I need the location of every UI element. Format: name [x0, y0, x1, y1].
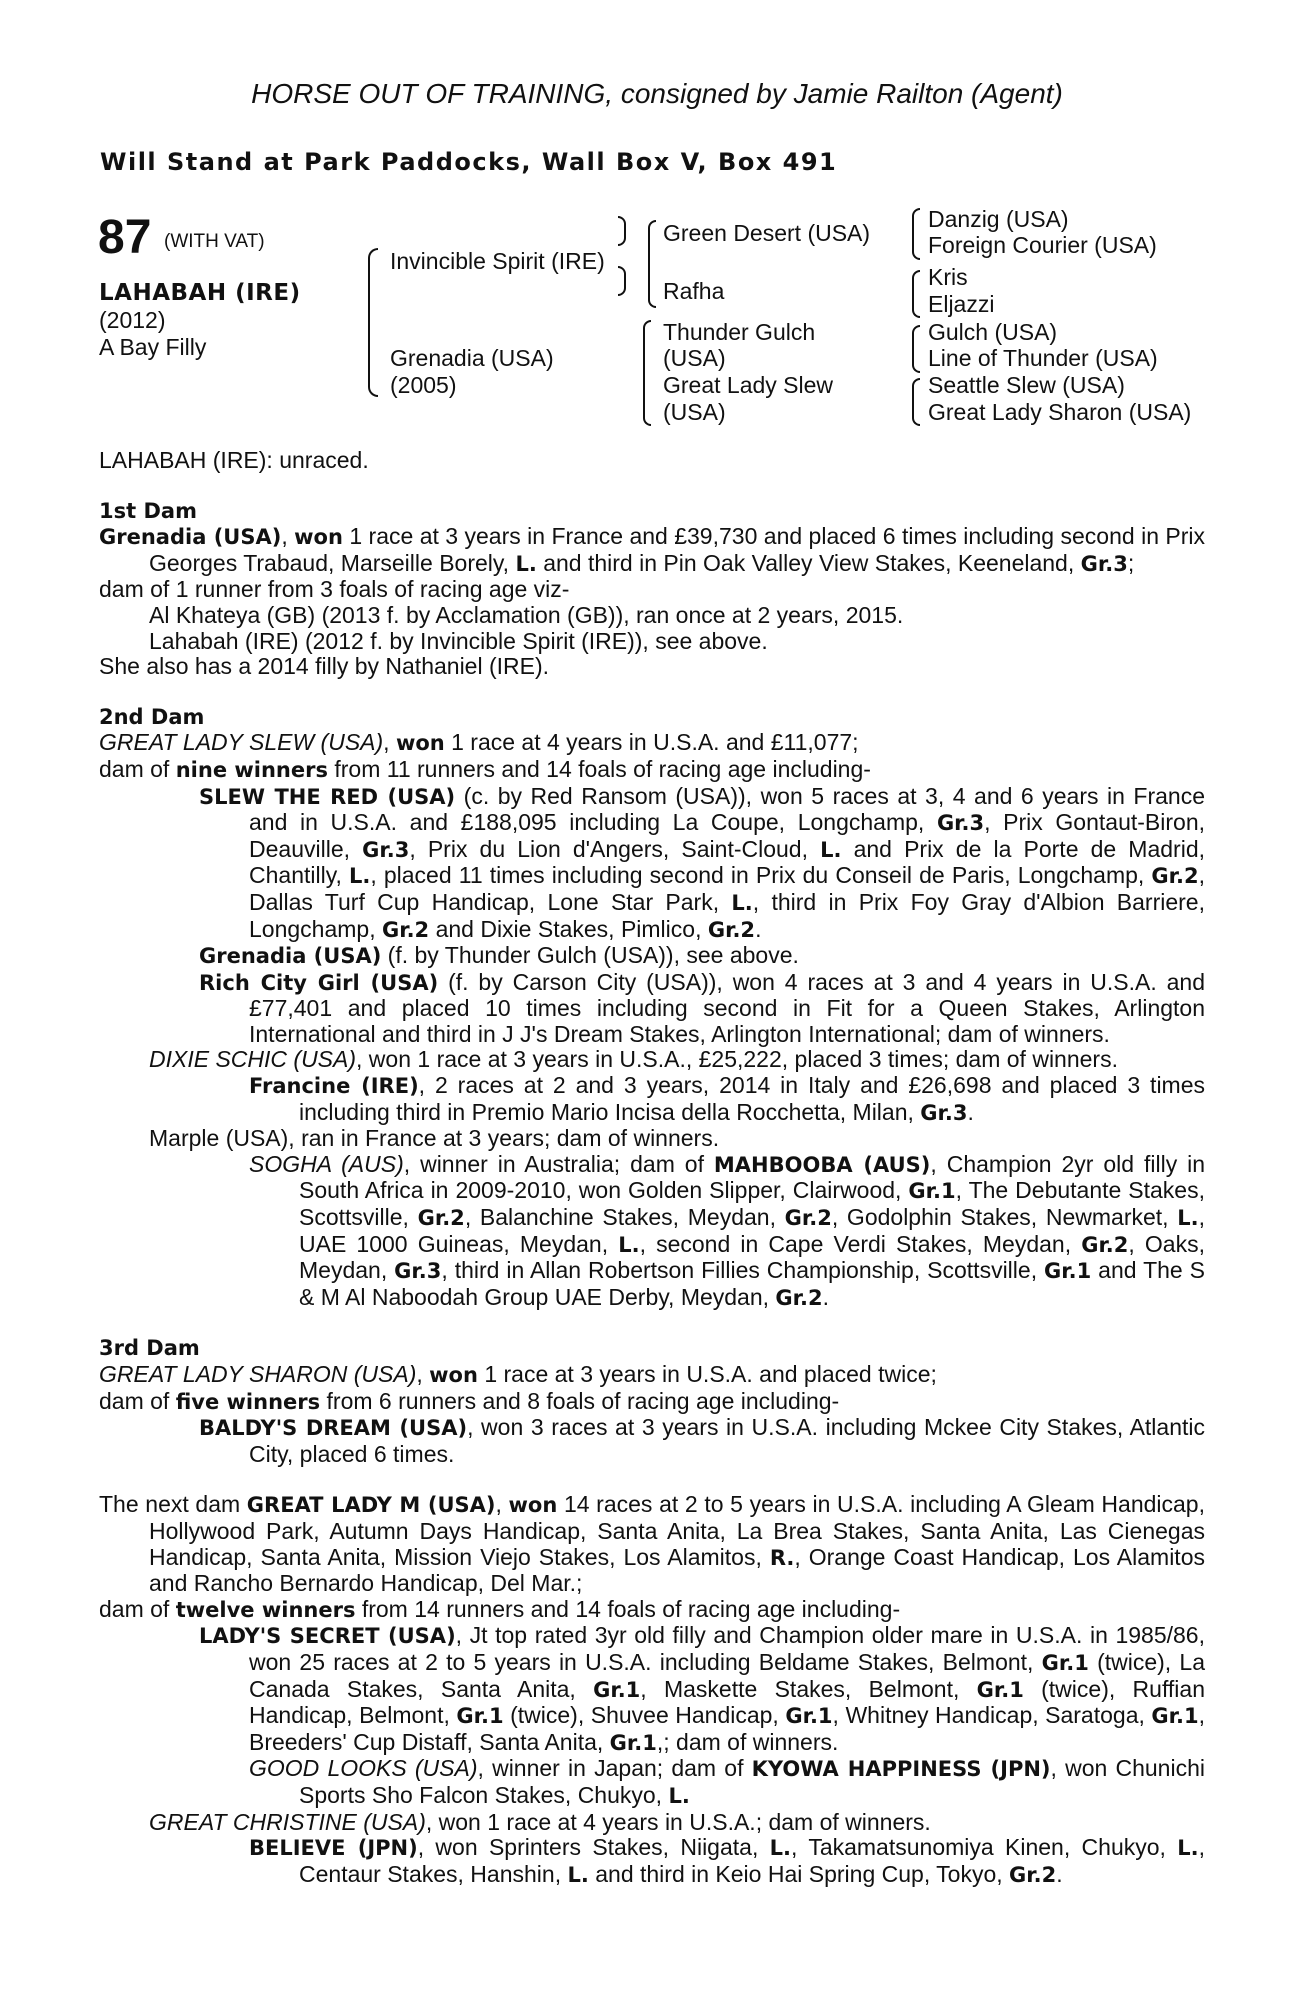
- sire-brace-top: [618, 216, 626, 246]
- third-dam-produce: dam of five winners from 6 runners and 8 foals of racing age including-: [99, 1387, 840, 1414]
- lot-number: 87: [98, 211, 152, 264]
- sd-sire: Kris: [928, 264, 968, 290]
- ss-sire: Danzig (USA): [928, 206, 1069, 232]
- dam-dam-2: (USA): [663, 399, 726, 425]
- second-dam-heading: 2nd Dam: [99, 704, 205, 729]
- produce-item: LADY'S SECRET (USA), Jt top rated 3yr old filly and Champion older mare in U.S.A. in 1985/86, won 25 races at 2 to 5 years in U.S.A. including Beldame Stakes, Belmont, Gr.1 (twice), La Canada Stakes, Santa Anita, Gr.1, Maskette Stakes, Belmont, Gr.1 (twice), Ruffian Handicap, Belmont, Gr.1 (twice), Shuvee Handicap, Gr.1, Whitney Handicap, Saratoga, Gr.1, Breeders' Cup Distaff, Santa Anita, Gr.1,; dam of winners.: [199, 1622, 1205, 1755]
- sire-sire: Green Desert (USA): [663, 220, 871, 246]
- dam-line-brace: [643, 320, 651, 426]
- dam-dam-1: Great Lady Slew: [663, 372, 834, 398]
- catalogue-body: [99, 448, 1205, 1888]
- horse-description: A Bay Filly: [99, 334, 207, 360]
- first-dam-produce: dam of 1 runner from 3 foals of racing age viz-: [99, 576, 570, 603]
- produce-item: Rich City Girl (USA) (f. by Carson City (USA)), won 4 races at 3 and 4 years in U.S.A. and £77,401 and placed 10 times including second in Fit for a Queen Stakes, Arlington International and third in J J's Dream Stakes, Arlington International; dam of winners.: [199, 968, 1205, 1047]
- second-dam-record: GREAT LADY SLEW (USA), won 1 race at 4 years in U.S.A. and £11,077;: [99, 729, 859, 756]
- produce-item: GREAT CHRISTINE (USA), won 1 race at 4 years in U.S.A.; dam of winners.: [149, 1808, 931, 1835]
- sire-dam-brace: [368, 248, 378, 397]
- produce-item: Francine (IRE), 2 races at 2 and 3 years, 2014 in Italy and £26,698 and placed 3 times including third in Premio Mario Incisa della Rocchetta, Milan, Gr.3.: [249, 1072, 1205, 1125]
- produce-item: BELIEVE (JPN), won Sprinters Stakes, Niigata, L., Takamatsunomiya Kinen, Chukyo, L., Centaur Stakes, Hanshin, L. and third in Keio Hai Spring Cup, Tokyo, Gr.2.: [249, 1834, 1205, 1887]
- produce-item: Lahabah (IRE) (2012 f. by Invincible Spirit (IRE)), see above.: [149, 627, 768, 654]
- page-title: HORSE OUT OF TRAINING, consigned by Jamie Railton (Agent): [251, 78, 1063, 109]
- next-dam-produce: dam of twelve winners from 14 runners and 14 foals of racing age including-: [99, 1595, 901, 1622]
- third-dam-record: GREAT LADY SHARON (USA), won 1 race at 3 years in U.S.A. and placed twice;: [99, 1361, 937, 1387]
- first-dam-also: She also has a 2014 filly by Nathaniel (IRE).: [99, 653, 550, 680]
- sire-name: Invincible Spirit (IRE): [390, 248, 605, 274]
- first-dam-record: Grenadia (USA), won 1 race at 3 years in France and £39,730 and placed 6 times including second in Prix Georges Trabaud, Marseille Borely, L. and third in Pin Oak Valley View Stakes, Keeneland, Gr.3;: [99, 523, 1206, 576]
- dam-name: Grenadia (USA): [390, 345, 554, 371]
- dam-year: (2005): [390, 372, 457, 398]
- produce-item: SOGHA (AUS), winner in Australia; dam of MAHBOOBA (AUS), Champion 2yr old filly in South Africa in 2009-2010, won Golden Slipper, Clairwood, Gr.1, The Debutante Stakes, Scottsville, Gr.2, Balanchine Stakes, Meydan, Gr.2, Godolphin Stakes, Newmarket, L., UAE 1000 Guineas, Meydan, L., second in Cape Verdi Stakes, Meydan, Gr.2, Oaks, Meydan, Gr.3, third in Allan Robertson Fillies Championship, Scottsville, Gr.1 and The S & M Al Naboodah Group UAE Derby, Meydan, Gr.2.: [249, 1150, 1206, 1310]
- produce-item: SLEW THE RED (USA) (c. by Red Ransom (USA)), won 5 races at 3, 4 and 6 years in France and in U.S.A. and £188,095 including La Coupe, Longchamp, Gr.3, Prix Gontaut-Biron, Deauville, Gr.3, Prix du Lion d'Angers, Saint-Cloud, L. and Prix de la Porte de Madrid, Chantilly, L., placed 11 times including second in Prix du Conseil de Paris, Longchamp, Gr.2, Dallas Turf Cup Handicap, Lone Star Park, L., third in Prix Foy Gray d'Albion Barriere, Longchamp, Gr.2 and Dixie Stakes, Pimlico, Gr.2.: [199, 782, 1206, 942]
- ds-dam: Line of Thunder (USA): [928, 345, 1158, 371]
- sd-dam: Eljazzi: [928, 291, 995, 317]
- sd-brace: [912, 270, 920, 318]
- dd-brace: [912, 378, 920, 426]
- ss-brace: [912, 208, 920, 260]
- next-dam-record: The next dam GREAT LADY M (USA), won 14 races at 2 to 5 years in U.S.A. including A Gleam Handicap, Hollywood Park, Autumn Days Handicap, Santa Anita, La Brea Stakes, Santa Anita, Las Cienegas Handicap, Santa Anita, Mission Viejo Stakes, Los Alamitos, R., Orange Coast Handicap, Los Alamitos and Rancho Bernardo Handicap, Del Mar.;: [99, 1491, 1205, 1597]
- produce-item: Marple (USA), ran in France at 3 years; dam of winners.: [149, 1125, 720, 1152]
- produce-item: Al Khateya (GB) (2013 f. by Acclamation (GB)), ran once at 2 years, 2015.: [149, 601, 904, 628]
- dam-sire-1: Thunder Gulch: [663, 319, 816, 345]
- sire-dam: Rafha: [663, 278, 725, 304]
- first-dam-heading: 1st Dam: [99, 498, 197, 523]
- horse-year: (2012): [99, 307, 166, 333]
- dam-sire-2: (USA): [663, 345, 726, 371]
- sire-brace-bottom: [618, 266, 626, 296]
- stand-location: Will Stand at Park Paddocks, Wall Box V, Box 491: [100, 148, 838, 176]
- ds-brace: [912, 325, 920, 373]
- horse-name: LAHABAH (IRE): [99, 280, 301, 306]
- produce-item: Grenadia (USA) (f. by Thunder Gulch (USA)), see above.: [199, 942, 799, 969]
- produce-item: BALDY'S DREAM (USA), won 3 races at 3 years in U.S.A. including Mckee City Stakes, Atlantic City, placed 6 times.: [199, 1414, 1205, 1467]
- sire-line-brace: [648, 220, 656, 308]
- dd-dam: Great Lady Sharon (USA): [928, 399, 1192, 425]
- third-dam-heading: 3rd Dam: [99, 1336, 200, 1361]
- vat-note: (WITH VAT): [164, 231, 265, 252]
- unraced-note: LAHABAH (IRE): unraced.: [99, 447, 369, 473]
- dd-sire: Seattle Slew (USA): [928, 372, 1125, 398]
- ss-dam: Foreign Courier (USA): [928, 232, 1157, 258]
- produce-item: DIXIE SCHIC (USA), won 1 race at 3 years in U.S.A., £25,222, placed 3 times; dam of winners.: [149, 1046, 1118, 1073]
- produce-item: GOOD LOOKS (USA), winner in Japan; dam of KYOWA HAPPINESS (JPN), won Chunichi Sports Sho Falcon Stakes, Chukyo, L.: [249, 1755, 1205, 1808]
- second-dam-produce: dam of nine winners from 11 runners and 14 foals of racing age including-: [99, 755, 871, 782]
- ds-sire: Gulch (USA): [928, 319, 1058, 345]
